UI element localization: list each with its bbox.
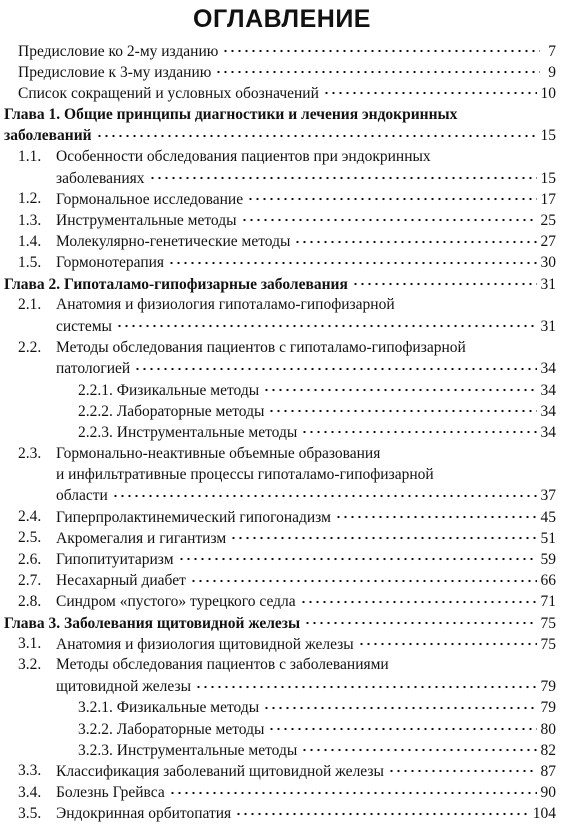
toc-entry-text: Глава 2. Гипоталамо-гипофизарные заболевания <box>4 275 348 293</box>
toc-entry <box>0 337 564 379</box>
toc-page-number: 90 <box>540 784 556 802</box>
toc-page-number: 15 <box>540 169 556 187</box>
toc-entry-text: Гиперпролактинемический гипогонадизм <box>56 508 331 526</box>
toc-entry-text: Синдром «пустого» турецкого седла <box>56 593 296 611</box>
dot-leader <box>352 273 537 289</box>
dot-leader <box>149 167 537 183</box>
toc-chapter <box>0 273 564 294</box>
toc-entry-text: 3.2.3. Инструментальные методы <box>78 741 298 759</box>
toc-entry-text: Методы обследования пациентов с гипоталамо-гипофизарной <box>56 338 466 356</box>
toc-entry <box>0 146 564 188</box>
toc-entry-text: Анатомия и физиология гипоталамо-гипофизарной <box>56 296 395 314</box>
toc-entry <box>0 294 564 336</box>
toc-entry-text: 3.2.1. Физикальные методы <box>78 699 260 717</box>
dot-leader <box>222 40 540 56</box>
toc-entry <box>0 506 564 527</box>
toc-entry-text: Эндокринная орбитопатия <box>56 805 232 823</box>
toc-page-number: 79 <box>540 699 556 717</box>
toc-page-number: 71 <box>540 593 556 611</box>
toc-entry-number: 2.8. <box>18 592 42 610</box>
dot-leader <box>301 739 536 755</box>
toc-entry <box>0 443 564 507</box>
toc-entry <box>0 210 564 231</box>
toc-page-number: 59 <box>540 551 556 568</box>
toc-chapter <box>0 612 564 633</box>
toc-entry-number: 2.6. <box>18 550 42 568</box>
toc-entry <box>0 633 564 654</box>
toc-entry-number: 2.7. <box>18 571 42 589</box>
toc-entry-number: 2.2. <box>18 338 42 356</box>
toc-entry-number: 1.1. <box>18 147 42 165</box>
toc-entry-text: Гипопитуитаризм <box>56 551 174 568</box>
toc-entry-text: Гормональное исследование <box>56 190 244 208</box>
toc-page-number: 45 <box>540 508 556 526</box>
toc-entry-number: 3.1. <box>18 635 42 653</box>
dot-leader <box>268 718 536 734</box>
dot-leader <box>190 570 537 586</box>
toc-entry <box>0 654 564 696</box>
toc-entry-text: Гормонально-неактивные объемные образования <box>56 444 381 462</box>
toc-page-number: 17 <box>540 190 556 208</box>
toc-entry-text: Гормонотерапия <box>56 254 165 272</box>
toc-page-number: 31 <box>540 275 556 293</box>
toc-entry <box>0 782 564 803</box>
dot-leader <box>215 61 540 77</box>
dot-leader <box>96 125 537 141</box>
dot-leader <box>241 210 537 226</box>
toc-entry-text: Молекулярно-генетические методы <box>56 233 291 251</box>
dot-leader <box>112 485 537 501</box>
toc-page-number: 80 <box>540 720 556 738</box>
toc-page-number: 9 <box>548 63 556 81</box>
toc-entry-text: Список сокращений и условных обозначений <box>18 84 319 102</box>
toc-entry <box>0 231 564 252</box>
toc-entry <box>0 252 564 273</box>
dot-leader <box>294 231 536 247</box>
toc-entry-text: 3.2.2. Лабораторные методы <box>78 720 265 738</box>
toc-entry <box>0 188 564 209</box>
toc-entry <box>0 739 564 760</box>
toc-page-number: 25 <box>540 212 556 229</box>
toc-page-number: 82 <box>540 741 556 759</box>
toc-entry <box>0 421 564 442</box>
dot-leader <box>235 803 529 819</box>
toc-page-number: 31 <box>540 317 556 335</box>
toc-entry-text: 2.2.3. Инструментальные методы <box>78 423 298 441</box>
toc-entry-text: заболеваний <box>4 127 92 145</box>
dot-leader <box>230 527 536 543</box>
toc-entry-text: Болезнь Грейвса <box>56 784 165 802</box>
toc-entry <box>0 549 564 570</box>
dot-leader <box>300 591 537 607</box>
dot-leader <box>268 400 536 416</box>
toc-entry-text: Инструментальные методы <box>56 212 237 229</box>
dot-leader <box>178 549 537 565</box>
toc-entry <box>0 400 564 421</box>
toc-entry-number: 3.2. <box>18 656 42 674</box>
toc-entry-text: Особенности обследования пациентов при эндокринных <box>56 147 431 165</box>
toc-page-number: 75 <box>540 635 556 653</box>
toc-page-number: 34 <box>540 423 556 441</box>
page-title: ОГЛАВЛЕНИЕ <box>193 5 371 33</box>
dot-leader <box>247 188 536 204</box>
toc-entry-text: Предисловие к 3-му изданию <box>18 63 212 81</box>
toc-entry-text: 2.2.1. Физикальные методы <box>78 381 260 399</box>
toc-entry-number: 3.4. <box>18 783 42 801</box>
dot-leader <box>301 421 536 437</box>
toc-page-number: 34 <box>540 360 556 378</box>
toc-entry-number: 2.4. <box>18 508 42 526</box>
toc-entry-text: щитовидной железы <box>56 678 191 696</box>
toc-entry-text: Глава 3. Заболевания щитовидной железы <box>4 614 301 632</box>
dot-leader <box>263 379 536 395</box>
dot-leader <box>134 358 536 374</box>
toc-entry-number: 3.3. <box>18 762 42 780</box>
toc-page-number: 66 <box>540 572 556 590</box>
toc-entry <box>0 760 564 781</box>
toc-page-number: 104 <box>532 805 556 823</box>
toc-entry <box>0 697 564 718</box>
toc-entry-text: области <box>56 487 108 505</box>
table-of-contents <box>0 40 564 824</box>
toc-entry-text: Классификация заболеваний щитовидной железы <box>56 762 384 780</box>
toc-entry <box>0 591 564 612</box>
toc-entry <box>0 527 564 548</box>
dot-leader <box>195 676 537 692</box>
toc-page-number: 37 <box>540 487 556 505</box>
toc-entry <box>0 40 564 61</box>
toc-entry-text: системы <box>56 317 112 335</box>
toc-entry <box>0 718 564 739</box>
toc-entry <box>0 61 564 82</box>
toc-entry-text: Анатомия и физиология щитовидной железы <box>56 635 354 653</box>
toc-page-number: 75 <box>540 614 556 632</box>
toc-entry-text: Глава 1. Общие принципы диагностики и лечения эндокринных <box>4 105 458 123</box>
toc-entry <box>0 570 564 591</box>
dot-leader <box>388 760 537 776</box>
dot-leader <box>116 315 537 331</box>
toc-entry-number: 1.4. <box>18 232 42 250</box>
toc-entry-text: Предисловие ко 2-му изданию <box>18 42 219 60</box>
dot-leader <box>335 506 537 522</box>
toc-page-number: 51 <box>540 529 556 547</box>
toc-entry-number: 1.3. <box>18 211 42 229</box>
toc-entry-number: 2.1. <box>18 296 42 314</box>
toc-page-number: 30 <box>540 254 556 272</box>
toc-entry-number: 2.3. <box>18 444 42 462</box>
toc-entry <box>0 379 564 400</box>
toc-page-number: 10 <box>540 84 556 102</box>
toc-entry-text: заболеваниях <box>56 169 145 187</box>
dot-leader <box>169 782 537 798</box>
toc-entry-number: 1.2. <box>18 190 42 208</box>
toc-entry <box>0 82 564 103</box>
dot-leader <box>304 612 536 628</box>
toc-entry-text: 2.2.2. Лабораторные методы <box>78 402 265 420</box>
dot-leader <box>323 82 537 98</box>
toc-entry-text: Акромегалия и гигантизм <box>56 529 227 547</box>
toc-entry-text: Несахарный диабет <box>56 572 186 590</box>
toc-entry-text: и инфильтративные процессы гипоталамо-гипофизарной <box>56 465 434 483</box>
toc-entry-text: Методы обследования пациентов с заболеваниями <box>56 656 389 674</box>
toc-entry-number: 2.5. <box>18 529 42 547</box>
toc-entry-number: 3.5. <box>18 804 42 822</box>
toc-chapter <box>0 104 564 146</box>
toc-page-number: 34 <box>540 381 556 399</box>
dot-leader <box>168 252 536 268</box>
toc-entry <box>0 803 564 824</box>
toc-entry-text: патологией <box>56 360 131 378</box>
toc-page-number: 87 <box>540 762 556 780</box>
dot-leader <box>358 633 537 649</box>
toc-page-number: 34 <box>540 402 556 420</box>
toc-page-number: 27 <box>540 233 556 251</box>
dot-leader <box>263 697 536 713</box>
toc-page-number: 7 <box>548 42 556 60</box>
toc-page-number: 15 <box>540 127 556 145</box>
toc-entry-number: 1.5. <box>18 253 42 271</box>
toc-page-number: 79 <box>540 678 556 696</box>
